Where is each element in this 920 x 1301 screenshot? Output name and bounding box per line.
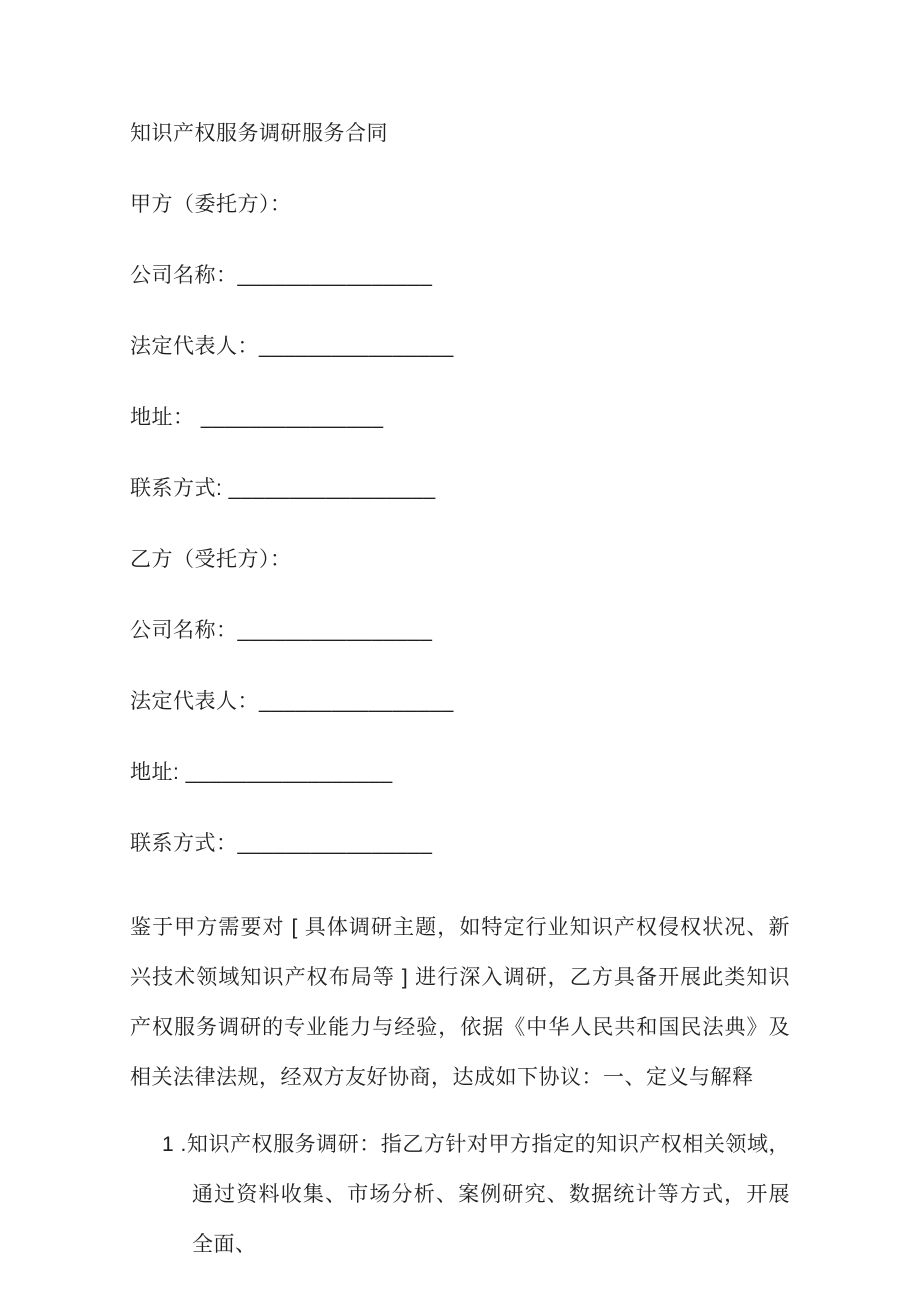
definition-item-text: 知识产权服务调研：指乙方针对甲方指定的知识产权相关领域，通过资料收集、市场分析、案例研究、数据统计等方式，开展全面、	[186, 1133, 790, 1256]
party-a-address-field: 地址： _______________	[130, 406, 384, 429]
preamble-paragraph: 鉴于甲方需要对 [ 具体调研主题，如特定行业知识产权侵权状况、新兴技术领域知识产权布局等 ] 进行深入调研，乙方具备开展此类知识产权服务调研的专业能力与经验，依据《中华人民共和国民法典》及相关法律法规，经双方友好协商，达成如下协议：一、定义与解释	[130, 916, 790, 1089]
party-a-company-name-field: 公司名称：________________	[130, 264, 433, 287]
definitions-list	[130, 1120, 790, 1270]
definition-list-item	[162, 1120, 790, 1270]
party-b-address-field: 地址: _________________	[130, 761, 393, 784]
party-b-heading: 乙方（受托方）：	[130, 548, 292, 571]
party-a-contact-field: 联系方式: _________________	[130, 477, 436, 500]
party-a-heading: 甲方（委托方）：	[130, 193, 292, 216]
party-b-legal-representative-field: 法定代表人：________________	[130, 690, 454, 713]
definition-item-number: 1 .	[162, 1133, 187, 1156]
document-title: 知识产权服务调研服务合同	[130, 122, 388, 145]
party-b-contact-field: 联系方式：________________	[130, 832, 433, 855]
party-b-company-name-field: 公司名称：________________	[130, 619, 433, 642]
party-a-legal-representative-field: 法定代表人：________________	[130, 335, 454, 358]
